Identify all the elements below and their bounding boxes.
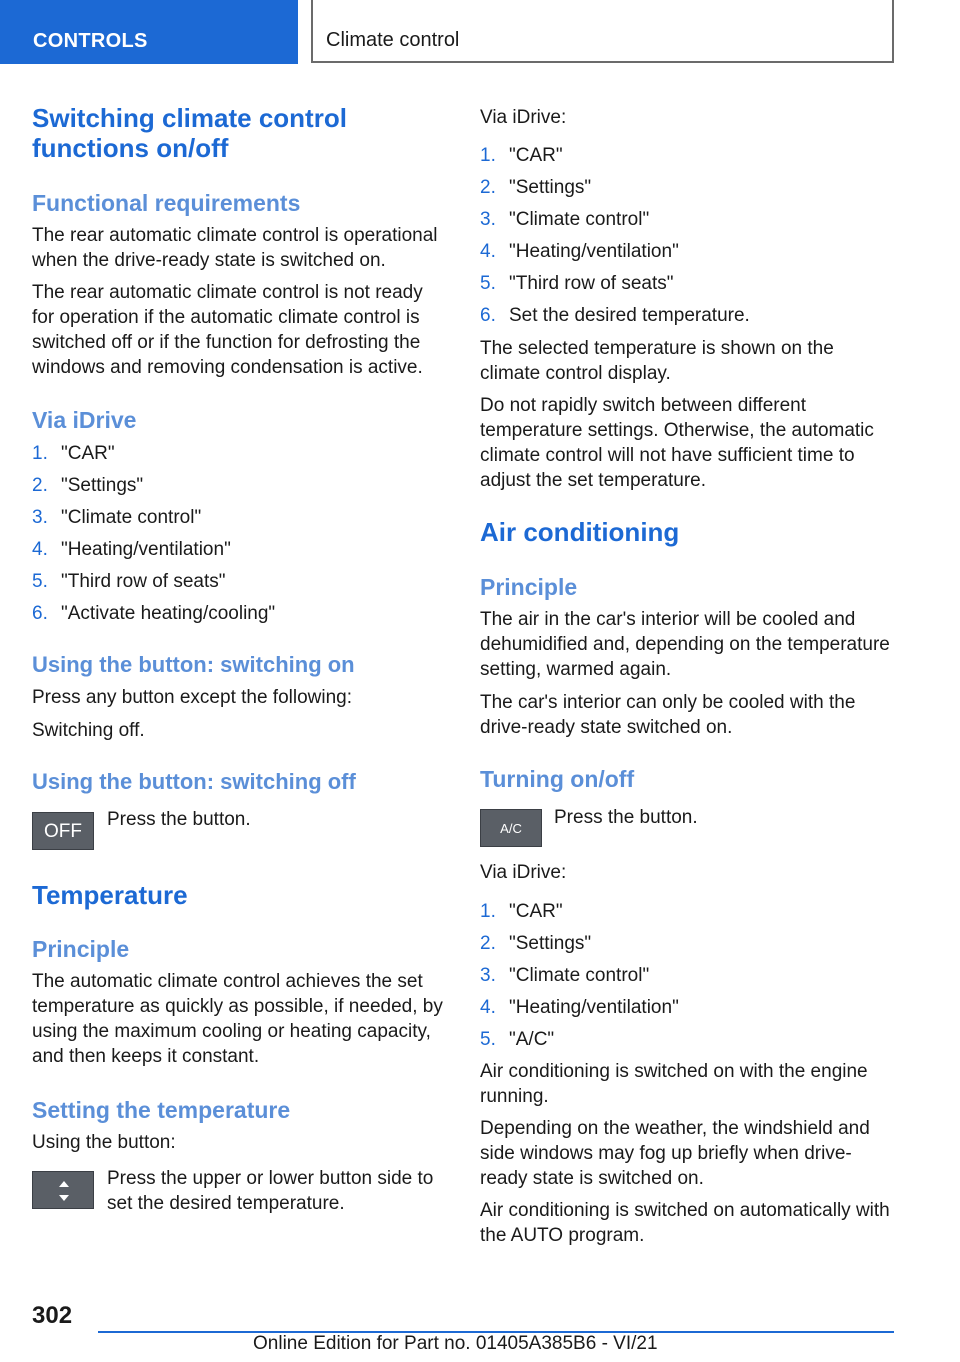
list-item: 6. "Activate heating/cooling" [32,603,276,624]
heading-setting-temperature: Setting the temperature [32,1097,291,1123]
off-button-icon [32,812,94,850]
heading-ac-principle: Principle [480,574,578,600]
header-chapter-tab [311,0,894,63]
list-item: 1. "CAR" [480,901,563,922]
heading-via-idrive: Via iDrive [32,407,137,433]
header-chapter-label: Climate control [326,29,460,51]
paragraph-press-updown: Press the upper or lower button side to set the desired temperature. [107,1168,434,1214]
paragraph-ac-engine: Air conditioning is switched on with the engine running. [480,1061,868,1107]
via-idrive-label-ac: Via iDrive: [480,862,567,883]
paragraph-press-off: Press the button. [107,809,251,830]
paragraph-button-on-2: Switching off. [32,720,145,741]
section-title-switching: Switching climate control functions on/off [32,103,347,163]
footer-edition: Online Edition for Part no. 01405A385B6 - VI/21 [253,1333,658,1354]
paragraph-press-ac: Press the button. [554,807,698,828]
list-item: 2. "Settings" [32,475,144,496]
up-down-arrows-icon [33,1172,95,1210]
list-item: 1. "CAR" [480,145,563,166]
section-title-air-conditioning: Air conditioning [480,517,680,547]
list-item: 3. "Climate control" [32,507,202,528]
list-item: 3. "Climate control" [480,209,650,230]
list-item: 5. "Third row of seats" [480,273,674,294]
list-item: 3. "Climate control" [480,965,650,986]
right-steps-list [480,143,900,335]
paragraph-func-req-1: The rear automatic climate control is operational when the drive-ready state is switched on. [32,225,438,271]
paragraph-temperature-principle: The automatic climate control achieves the set temperature as quickly as possible, if needed, by using the maximum cooling or heating capacity, and then keeps it constant. [32,971,443,1067]
paragraph-ac-principle-1: The air in the car's interior will be cooled and dehumidified and, depending on the temperature setting, warmed again. [480,609,890,680]
list-item: 5. "Third row of seats" [32,571,226,592]
paragraph-button-on-1: Press any button except the following: [32,687,353,708]
list-item: 4. "Heating/ventilation" [32,539,231,560]
paragraph-display: The selected temperature is shown on the climate control display. [480,338,834,384]
off-button-label: OFF [44,821,82,842]
heading-functional-requirements: Functional requirements [32,190,301,216]
ac-button-icon [480,809,542,847]
header-section-tab [0,0,298,64]
section-title-temperature: Temperature [32,880,188,910]
ac-button-label: A/C [500,821,522,836]
paragraph-ac-principle-2: The car's interior can only be cooled with the drive-ready state switched on. [480,692,856,738]
heading-button-switching-on: Using the button: switching on [32,652,355,677]
list-item: 4. "Heating/ventilation" [480,997,679,1018]
list-item: 2. "Settings" [480,933,592,954]
via-idrive-label: Via iDrive: [480,107,567,128]
paragraph-ac-auto: Air conditioning is switched on automatically with the AUTO program. [480,1200,890,1246]
list-item: 4. "Heating/ventilation" [480,241,679,262]
heading-button-switching-off: Using the button: switching off [32,769,356,794]
heading-turning-on-off: Turning on/off [480,766,635,792]
ac-steps-list [480,899,900,1059]
list-item: 6. Set the desired temperature. [480,305,750,326]
list-item: 2. "Settings" [480,177,592,198]
paragraph-rapid-switch: Do not rapidly switch between different temperature settings. Otherwise, the automatic climate control will not have sufficient time to adjust the set temperature. [480,395,874,491]
list-item: 5. "A/C" [480,1029,555,1050]
paragraph-ac-fog: Depending on the weather, the windshield and side windows may fog up briefly when drive-ready state is switched on. [480,1118,870,1189]
paragraph-func-req-2: The rear automatic climate control is not ready for operation if the automatic climate control is switched off or if the function for defrosting the windows and removing condensation is active. [32,282,423,378]
header-section-label: CONTROLS [33,30,148,52]
paragraph-using-button: Using the button: [32,1132,176,1153]
temperature-updown-button-icon [32,1171,94,1209]
heading-temperature-principle: Principle [32,936,130,962]
list-item: 1. "CAR" [32,443,115,464]
page-number: 302 [32,1302,73,1329]
left-steps-list [32,441,444,633]
